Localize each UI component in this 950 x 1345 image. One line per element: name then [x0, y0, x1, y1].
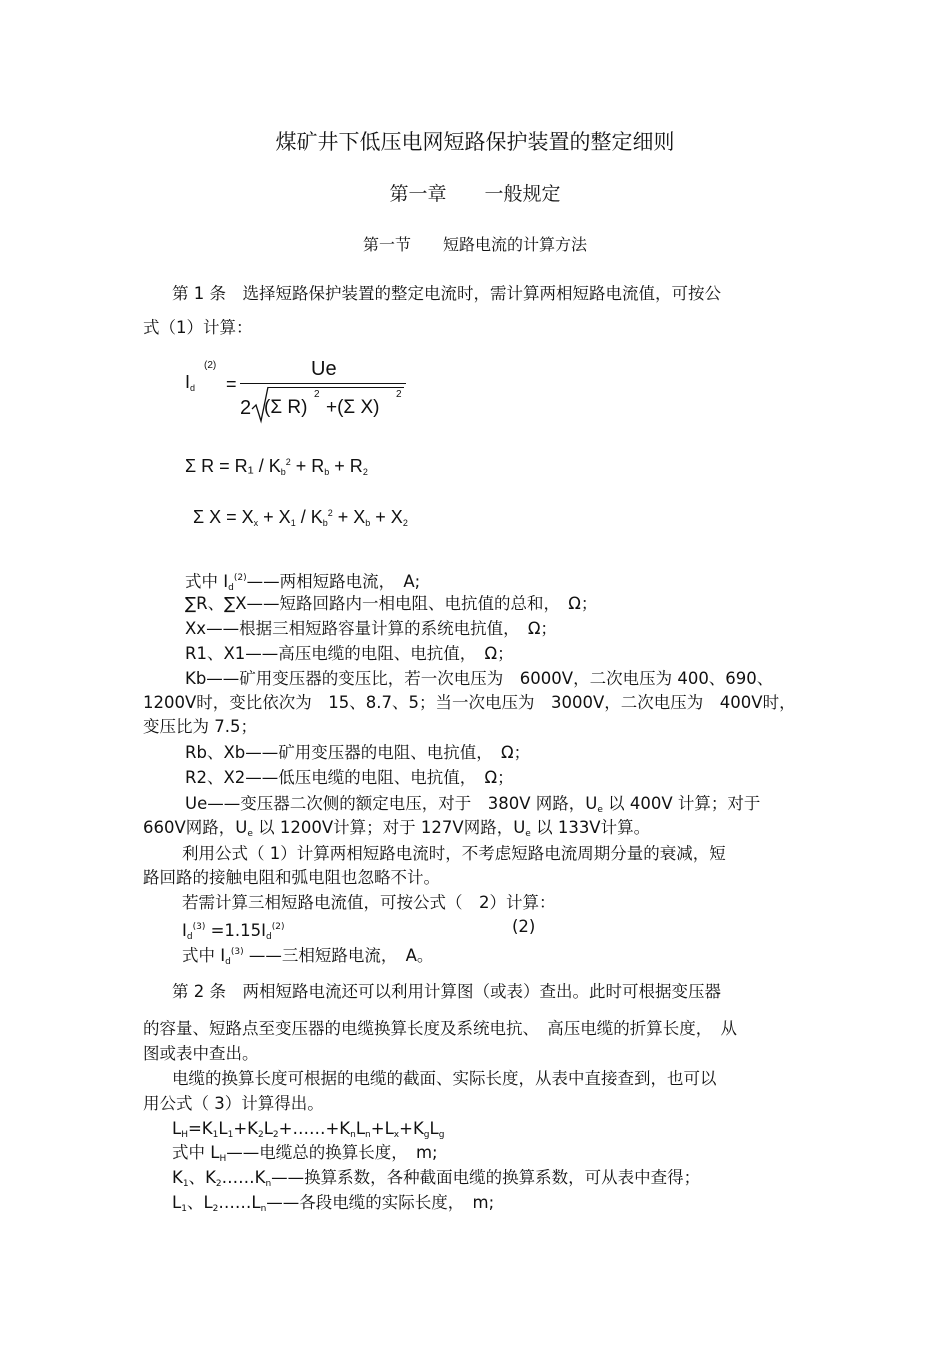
def-l: $L_1$、$L_2\dots\dots L_n——$各段电缆的实际长度， m;	[172, 1193, 495, 1214]
article-1-line-1: 第 1 条 选择短路保护装置的整定电流时，需计算两相短路电流值，可按公	[172, 284, 721, 303]
article-2-line-4: 电缆的换算长度可根据的电缆的截面、实际长度，从表中直接查到，也可以	[172, 1069, 717, 1088]
formula-1-den-body: (Σ R)	[264, 397, 308, 418]
def-xx: Xx——根据三相短路容量计算的系统电抗值， Ω；	[185, 619, 557, 638]
formula-1-numerator: Ue	[311, 358, 337, 380]
note-2: 路回路的接触电阻和弧电阻也忽略不计。	[143, 868, 440, 887]
formula-1-den-plus: +(Σ X)	[326, 397, 380, 418]
def-kb-3: 变压比为 7.5；	[143, 717, 257, 736]
formula-2-number: (2)	[512, 917, 536, 936]
def-lh: 式中 $L_H——$电缆总的换算长度， m;	[172, 1143, 438, 1164]
article-1-line-2: 式（1）计算：	[143, 318, 253, 337]
formula-1-lhs: $I_d$	[185, 372, 196, 393]
def-ue-2: 660V网路，$U_e$ 以 1200V计算；对于 127V网路，$U_e$ 以 133V计算。	[143, 818, 651, 839]
def-k: $K_1$、$K_2\dots\dots K_n——$换算系数，各种截面电缆的换算系数，可从表中查得；	[172, 1168, 701, 1189]
def-id2: 式中 $I_d^{(2)}——$两相短路电流， A;	[185, 572, 421, 593]
formula-1-den-coef: 2	[240, 397, 252, 419]
def-ue-1: Ue——变压器二次侧的额定电压，对于 380V 网路，$U_e$ 以 400V 计算；对于	[185, 794, 761, 815]
note-3: 若需计算三相短路电流值，可按公式（ 2）计算：	[182, 893, 556, 912]
def-rbxb: Rb、Xb——矿用变压器的电阻、电抗值， Ω；	[185, 743, 531, 762]
formula-sum-x: Σ $X = X_x + X_1 / K_b^2 + X_b + X_2$	[193, 507, 408, 528]
document-title: 煤矿井下低压电网短路保护装置的整定细则	[275, 130, 675, 154]
formula-2: $I_d^{(3)} =1.15I_d^{(2)}$	[182, 921, 285, 942]
formula-1-lhs-sup: (2)	[204, 360, 217, 371]
formula-1-eq: =	[226, 374, 237, 394]
def-sum-rx: ∑R、∑X——短路回路内一相电阻、电抗值的总和， Ω；	[185, 594, 598, 613]
def-id3: 式中 $I_d^{(3)}$ ——三相短路电流， A。	[182, 946, 434, 967]
radical-bar	[268, 387, 404, 388]
article-2-line-5: 用公式（ 3）计算得出。	[143, 1094, 324, 1113]
formula-1-den-sq2: 2	[396, 389, 402, 400]
article-2-line-2: 的容量、短路点至变压器的电缆换算长度及系统电抗、 高压电缆的折算长度， 从	[143, 1019, 737, 1038]
article-2-line-1: 第 2 条 两相短路电流还可以利用计算图（或表）查出。此时可根据变压器	[172, 982, 721, 1001]
formula-1-den-sq1: 2	[314, 389, 320, 400]
formula-sum-r: Σ $R = R_1 / K_b^2 + R_b + R_2$	[185, 456, 368, 477]
section-heading: 第一节 短路电流的计算方法	[362, 235, 587, 254]
article-2-line-3: 图或表中查出。	[143, 1044, 259, 1063]
formula-3: $L_H=K_1L_1+K_2L_2+\dots\dots+K_nL_n+L_x+K_gL_g$	[172, 1119, 445, 1140]
def-kb-1: Kb——矿用变压器的变压比，若一次电压为 6000V，二次电压为 400、690、	[185, 669, 774, 688]
def-r1x1: R1、X1——高压电缆的电阻、电抗值， Ω；	[185, 644, 514, 663]
def-r2x2: R2、X2——低压电缆的电阻、电抗值， Ω；	[185, 768, 514, 787]
note-1: 利用公式（ 1）计算两相短路电流时，不考虑短路电流周期分量的衰减，短	[182, 844, 726, 863]
def-kb-2: 1200V时，变比依次为 15、8.7、5；当一次电压为 3000V，二次电压为 400V时，	[143, 693, 796, 712]
chapter-heading: 第一章 一般规定	[389, 183, 561, 205]
